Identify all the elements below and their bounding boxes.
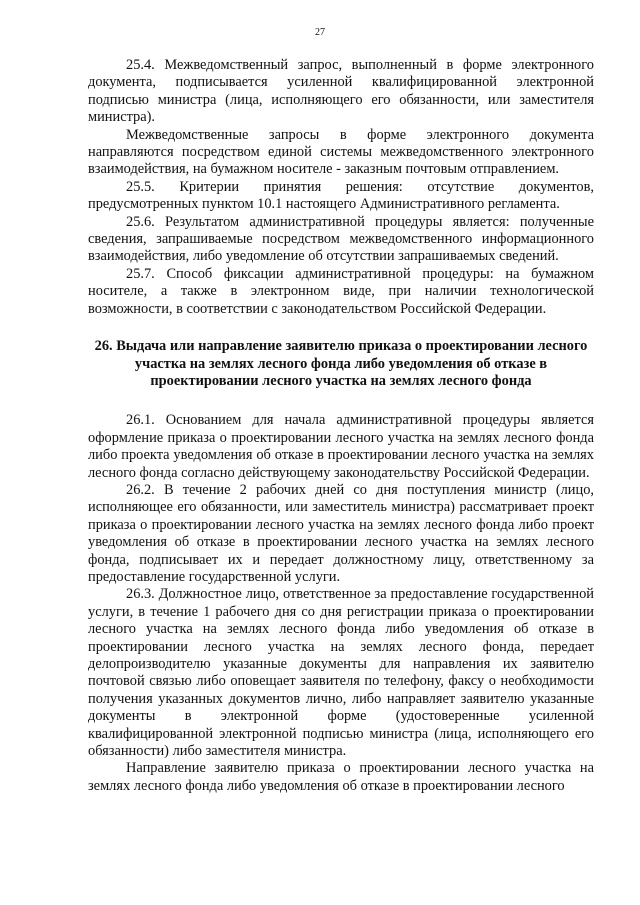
paragraph-26-1: 26.1. Основанием для начала административной процедуры является оформление приказа о проектировании лесного участка на землях лесного фонда либо проекта уведомления об отказе в проектировании лесного участка на землях лесного фонда согласно действующему законодательству Российской Федерации. [88, 412, 594, 481]
paragraph-26-3: 26.3. Должностное лицо, ответственное за предоставление государственной услуги, в течение 1 рабочего дня со дня регистрации приказа о проектировании лесного участка на землях лесного фонда либо уведомления об отказе в проектировании лесного участка на землях лесного фонда, передает делопроизводителю указанные документы для направления их заявителю почтовой связью либо оповещает заявителя по телефону, факсу о необходимости получения указанных документов лично, либо направляет заявителю указанные документы в электронной форме (удостоверенные усиленной квалифицированной электронной подписью министра (лица, исполняющего его обязанности) либо заместителя министра. [88, 586, 594, 760]
paragraph-25-6: 25.6. Результатом административной процедуры является: полученные сведения, запрашиваемые посредством межведомственного информационного взаимодействия, либо уведомление об отсутствии запрашиваемых сведений. [88, 213, 594, 265]
paragraph-interagency-requests: Межведомственные запросы в форме электронного документа направляются посредством единой системы межведомственного электронного взаимодействия, на бумажном носителе - заказным почтовым отправлением. [88, 126, 594, 178]
page-number: 27 [315, 27, 325, 38]
paragraph-25-5: 25.5. Критерии принятия решения: отсутствие документов, предусмотренных пунктом 10.1 настоящего Административного регламента. [88, 178, 594, 213]
paragraph-26-2: 26.2. В течение 2 рабочих дней со дня поступления министр (лицо, исполняющее его обязанности, или заместитель министра) рассматривает проект приказа о проектировании лесного участка на землях лесного фонда либо проект уведомления об отказе в проектировании лесного участка на землях лесного фонда, подписывает их и передает должностному лицу, ответственному за предоставление государственной услуги. [88, 481, 594, 585]
paragraph-25-7: 25.7. Способ фиксации административной процедуры: на бумажном носителе, а также в электронном виде, при наличии технологической возможности, в соответствии с законодательством Российской Федерации. [88, 265, 594, 317]
paragraph-delivery: Направление заявителю приказа о проектировании лесного участка на землях лесного фонда либо уведомления об отказе в проектировании лесного [88, 760, 594, 794]
document-body [88, 57, 594, 795]
section-26-title: 26. Выдача или направление заявителю приказа о проектировании лесного участка на землях лесного фонда либо уведомления об отказе в проектировании лесного участка на землях лесного фонда [94, 338, 588, 389]
paragraph-25-4: 25.4. Межведомственный запрос, выполненный в форме электронного документа, подписывается усиленной квалифицированной электронной подписью министра (лица, исполняющего его обязанности, или заместителя министра). [88, 57, 594, 126]
